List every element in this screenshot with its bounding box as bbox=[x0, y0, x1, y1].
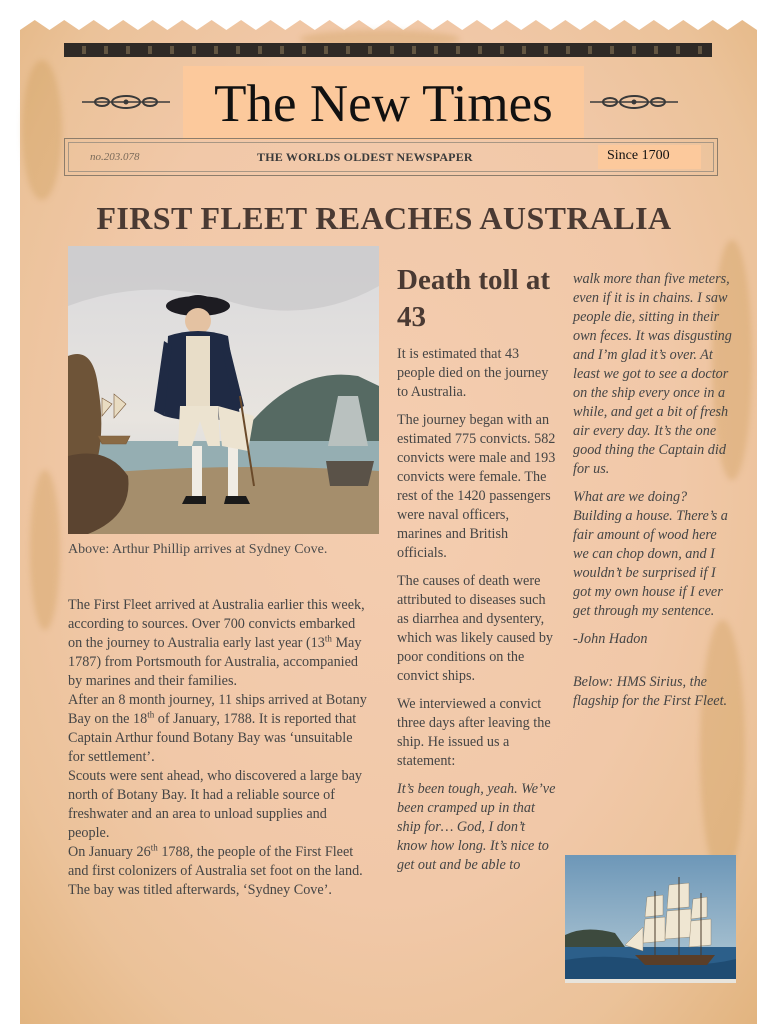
hms-sirius-painting bbox=[565, 855, 736, 983]
ship-photo-caption: Below: HMS Sirius, the flagship for the First Fleet. bbox=[573, 674, 728, 709]
main-paragraph: The First Fleet arrived at Australia earlier this week, according to sources. Over 700 convicts embarked on the journey to Australia early last year (13th May 1787) from Portsmouth for Australia, accompanied by marines and their families. bbox=[68, 597, 365, 689]
since-badge: Since 1700 bbox=[607, 148, 670, 163]
sidebar-paragraph: It is estimated that 43 people died on the journey to Australia. bbox=[397, 346, 549, 400]
right-flourish-ornament bbox=[588, 92, 680, 112]
article-headline: FIRST FLEET REACHES AUSTRALIA bbox=[96, 200, 672, 236]
main-paragraph: After an 8 month journey, 11 ships arrived at Botany Bay on the 18th of January, 1788. It is reported that Captain Arthur found Botany Bay was ‘unsuitable for settlement’. bbox=[68, 692, 367, 765]
sidebar-paragraph: The journey began with an estimated 775 convicts. 582 convicts were male and 193 convicts were female. The rest of the 1420 passengers were naval officers, marines and British officials. bbox=[397, 412, 556, 561]
quote-column bbox=[573, 270, 733, 720]
quote-attribution: -John Hadon bbox=[573, 631, 648, 647]
sidebar-article-body bbox=[397, 345, 557, 884]
paper-stain bbox=[22, 60, 62, 200]
convict-quote-continued: What are we doing? Building a house. There’s a fair amount of wood here we can chop down, and I wouldn’t be surprised if I got my own house if I ever get through my sentence. bbox=[573, 489, 728, 619]
left-flourish-ornament bbox=[80, 92, 172, 112]
sidebar-subheadline: Death toll at 43 bbox=[397, 264, 551, 333]
convict-quote-continued: walk more than five meters, even if it is in chains. I saw people die, sitting in their own feces. It was disgusting and I’m glad it’s over. At least we got to see a doctor on the ship every once in a while, and get a bit of fresh air every day. It’s the one good thing the Captain did for us. bbox=[573, 271, 732, 477]
newspaper-title: The New Times bbox=[214, 75, 553, 133]
main-paragraph: On January 26th 1788, the people of the First Fleet and first colonizers of Australia set foot on the land. The bay was titled afterwards, ‘Sydney Cove’. bbox=[68, 842, 363, 898]
main-article-body bbox=[68, 596, 368, 900]
convict-quote-start: It’s been tough, yeah. We’ve been cramped up in that ship for… God, I don’t know how long. It’s nice to get out and be able to bbox=[397, 781, 556, 873]
masthead-top-rule bbox=[64, 43, 712, 57]
sidebar-paragraph: The causes of death were attributed to diseases such as diarrhea and dysentery, which was likely caused by poor conditions on the convict ships. bbox=[397, 573, 554, 684]
arthur-phillip-painting bbox=[68, 246, 379, 534]
photo-caption: Above: Arthur Phillip arrives at Sydney Cove. bbox=[68, 542, 328, 557]
paper-stain bbox=[30, 470, 60, 630]
sidebar-paragraph: We interviewed a convict three days after leaving the ship. He issued us a statement: bbox=[397, 696, 551, 769]
issue-number: no.203.078 bbox=[90, 151, 140, 163]
newspaper-tagline: THE WORLDS OLDEST NEWSPAPER bbox=[257, 150, 473, 164]
main-paragraph: Scouts were sent ahead, who discovered a large bay north of Botany Bay. It had a reliable source of freshwater and an area to unload supplies and people. bbox=[68, 768, 363, 841]
